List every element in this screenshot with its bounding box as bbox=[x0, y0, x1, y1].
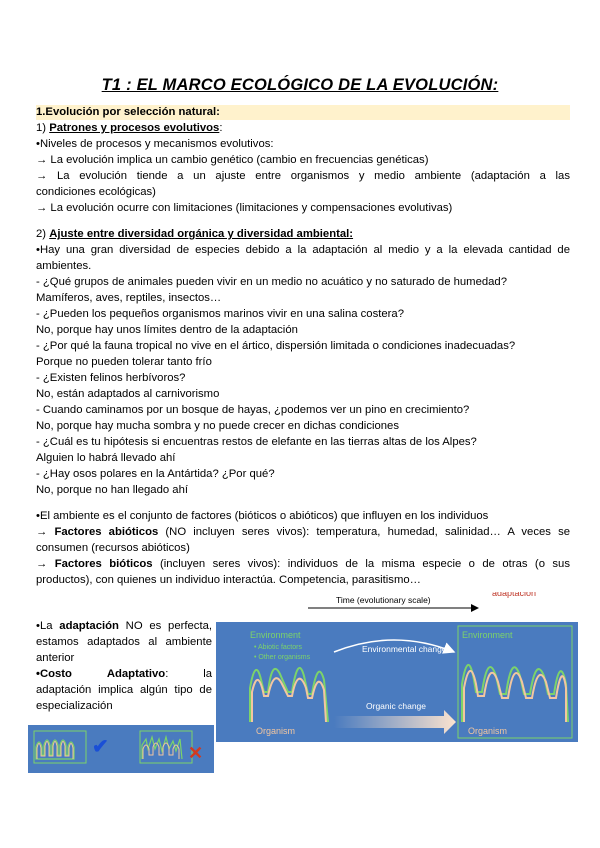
text-line: especialización bbox=[36, 700, 113, 712]
subsection-title-text: Ajuste entre diversidad orgánica y diversidad ambiental: bbox=[49, 228, 354, 240]
text-line: - ¿Por qué la fauna tropical no vive en el ártico, dispersión limitada o condiciones inadecuadas? bbox=[36, 340, 516, 352]
text-line bbox=[36, 666, 212, 682]
text-line: No, porque no han llegado ahí bbox=[36, 484, 189, 496]
text-line: •Niveles de procesos y mecanismos evolutivos: bbox=[36, 138, 274, 150]
text-line: estamos adaptados al ambiente bbox=[36, 636, 212, 648]
mini-panel bbox=[28, 725, 214, 773]
section-1-heading: 1.Evolución por selección natural: bbox=[36, 106, 220, 118]
evolution-diagram bbox=[216, 592, 580, 748]
subsection-title-text: Patrones y procesos evolutivos bbox=[49, 122, 220, 134]
adaptation-paragraph bbox=[36, 618, 212, 714]
text-line: •El ambiente es el conjunto de factores (bióticos o abióticos) que influyen en los individuos bbox=[36, 510, 489, 522]
text-line: Porque no pueden tolerar tanto frío bbox=[36, 356, 212, 368]
text-line: productos), con quienes un individuo interactúa. Competencia, parasitismo… bbox=[36, 574, 421, 586]
cropped-label: adaptación bbox=[492, 592, 537, 598]
time-label: Time (evolutionary scale) bbox=[336, 595, 431, 605]
cross-icon: ✕ bbox=[188, 743, 204, 763]
text-line: •Hay una gran diversidad de especies debido a la adaptación al medio y a la elevada cantidad de bbox=[36, 244, 570, 256]
text-line: - ¿Qué grupos de animales pueden vivir en un medio no acuático y no saturado de humedad? bbox=[36, 276, 507, 288]
subsection-2-title bbox=[36, 226, 570, 242]
page-title: T1 : EL MARCO ECOLÓGICO DE LA EVOLUCIÓN: bbox=[101, 76, 499, 94]
abiotic-label: Factores abióticos bbox=[54, 526, 159, 538]
abiotic-label: • Abiotic factors bbox=[254, 644, 302, 651]
arrow: → bbox=[36, 526, 55, 538]
text-line: - ¿Pueden los pequeños organismos marinos vivir en una salina costera? bbox=[36, 308, 404, 320]
text-line: → La evolución implica un cambio genético (cambio en frecuencias genéticas) bbox=[36, 154, 429, 166]
text-line: Mamíferos, aves, reptiles, insectos… bbox=[36, 292, 222, 304]
environment-label-right: Environment bbox=[462, 630, 513, 640]
cost-term bbox=[107, 666, 169, 682]
biotic-label: Factores bióticos bbox=[54, 558, 153, 570]
subsection-number: 1) bbox=[36, 122, 50, 134]
abiotic-text: (NO incluyen seres vivos): temperatura, humedad, salinidad… A veces se bbox=[158, 526, 570, 538]
text-line: → La evolución tiende a un ajuste entre organismos y medio ambiente (adaptación a las bbox=[36, 170, 570, 182]
bold-term: adaptación bbox=[59, 620, 119, 632]
environmental-change-label: Environmental change bbox=[362, 644, 447, 654]
text-line: - Cuando caminamos por un bosque de hayas, ¿podemos ver un pino en crecimiento? bbox=[36, 404, 470, 416]
text-line: condiciones ecológicas) bbox=[36, 186, 156, 198]
text-line: consumen (recursos abióticos) bbox=[36, 542, 190, 554]
adaptation-mini-diagram bbox=[28, 725, 214, 773]
text-line: No, porque hay unos límites dentro de la adaptación bbox=[36, 324, 298, 336]
text: NO es perfecta, bbox=[118, 620, 212, 632]
biotic-text: (incluyen seres vivos): individuos de la misma especie o de otras (o sus bbox=[152, 558, 570, 570]
check-icon: ✔ bbox=[92, 736, 109, 758]
text-line: - ¿Hay osos polares en la Antártida? ¿Por qué? bbox=[36, 468, 275, 480]
text-line: ambientes. bbox=[36, 260, 92, 272]
evolution-figure bbox=[216, 592, 580, 748]
text-line: - ¿Existen felinos herbívoros? bbox=[36, 372, 186, 384]
colon: : bbox=[165, 668, 169, 680]
text-line: anterior bbox=[36, 652, 75, 664]
organic-change-label: Organic change bbox=[366, 701, 427, 711]
environment-label-left: Environment bbox=[250, 630, 301, 640]
biotic-factors-line bbox=[36, 556, 570, 572]
text-line: Alguien lo habrá llevado ahí bbox=[36, 452, 176, 464]
text-line: adaptación implica algún tipo de bbox=[36, 684, 212, 696]
subsection-number: 2) bbox=[36, 228, 50, 240]
text-line: - ¿Cuál es tu hipótesis si encuentras restos de elefante en las tierras altas de los Alpes? bbox=[36, 436, 477, 448]
subsection-1-title bbox=[36, 120, 570, 136]
text-line: → La evolución ocurre con limitaciones (limitaciones y compensaciones evolutivas) bbox=[36, 202, 453, 214]
colon: : bbox=[219, 122, 223, 134]
organism-label-right: Organism bbox=[468, 726, 508, 736]
text-line: No, porque hay mucha sombra y no puede crecer en dichas condiciones bbox=[36, 420, 399, 432]
text: la bbox=[203, 668, 212, 680]
text-line: No, están adaptados al carnivorismo bbox=[36, 388, 220, 400]
other-organisms-label: • Other organisms bbox=[254, 654, 311, 661]
bold-term: •Costo bbox=[36, 668, 72, 680]
organism-label-left: Organism bbox=[256, 726, 296, 736]
text-line bbox=[36, 618, 212, 634]
bold-term: Adaptativo bbox=[106, 668, 166, 680]
text: •La bbox=[36, 620, 60, 632]
arrow: → bbox=[36, 558, 55, 570]
abiotic-factors-line bbox=[36, 524, 570, 540]
